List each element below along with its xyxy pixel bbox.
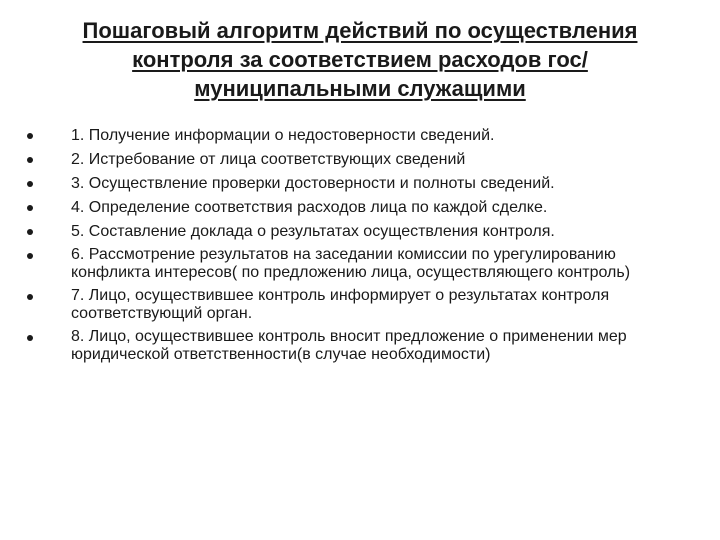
bullet-icon (27, 253, 33, 259)
list-item (24, 126, 694, 145)
list-item-text: 2. Истребование от лица соответствующих сведений (71, 151, 466, 168)
bullet-icon (27, 229, 33, 235)
list-item-text: 8. Лицо, осуществившее контроль вносит предложение о применении мер юридической ответственности(в случае необходимости) (71, 328, 627, 363)
list-item (24, 174, 694, 193)
list-item-text: 1. Получение информации о недостоверности сведений. (71, 127, 495, 144)
slide-title: Пошаговый алгоритм действий по осуществления контроля за соответствием расходов гос/муниципальными служащими (82, 18, 638, 101)
list-item-text: 4. Определение соответствия расходов лица по каждой сделке. (71, 199, 548, 216)
bullet-icon (27, 294, 33, 300)
list-item-text: 6. Рассмотрение результатов на заседании комиссии по урегулированию конфликта интересов( по предложению лица, осуществляющего контроль) (71, 246, 631, 281)
list-item-text: 5. Составление доклада о результатах осуществления контроля. (71, 223, 555, 240)
list-item (24, 328, 694, 364)
list-item (24, 150, 694, 169)
list-item-text: 7. Лицо, осуществившее контроль информирует о результатах контроля соответствующий орган. (71, 287, 610, 322)
list-item (24, 198, 694, 217)
bullet-icon (27, 133, 33, 139)
bullet-icon (27, 335, 33, 341)
bullet-icon (27, 157, 33, 163)
list-item (24, 222, 694, 241)
list-item-text: 3. Осуществление проверки достоверности и полноты сведений. (71, 175, 555, 192)
bullet-icon (27, 205, 33, 211)
list-item (24, 246, 694, 282)
list-item (24, 287, 694, 323)
bullet-icon (27, 181, 33, 187)
bullet-list (24, 126, 694, 369)
